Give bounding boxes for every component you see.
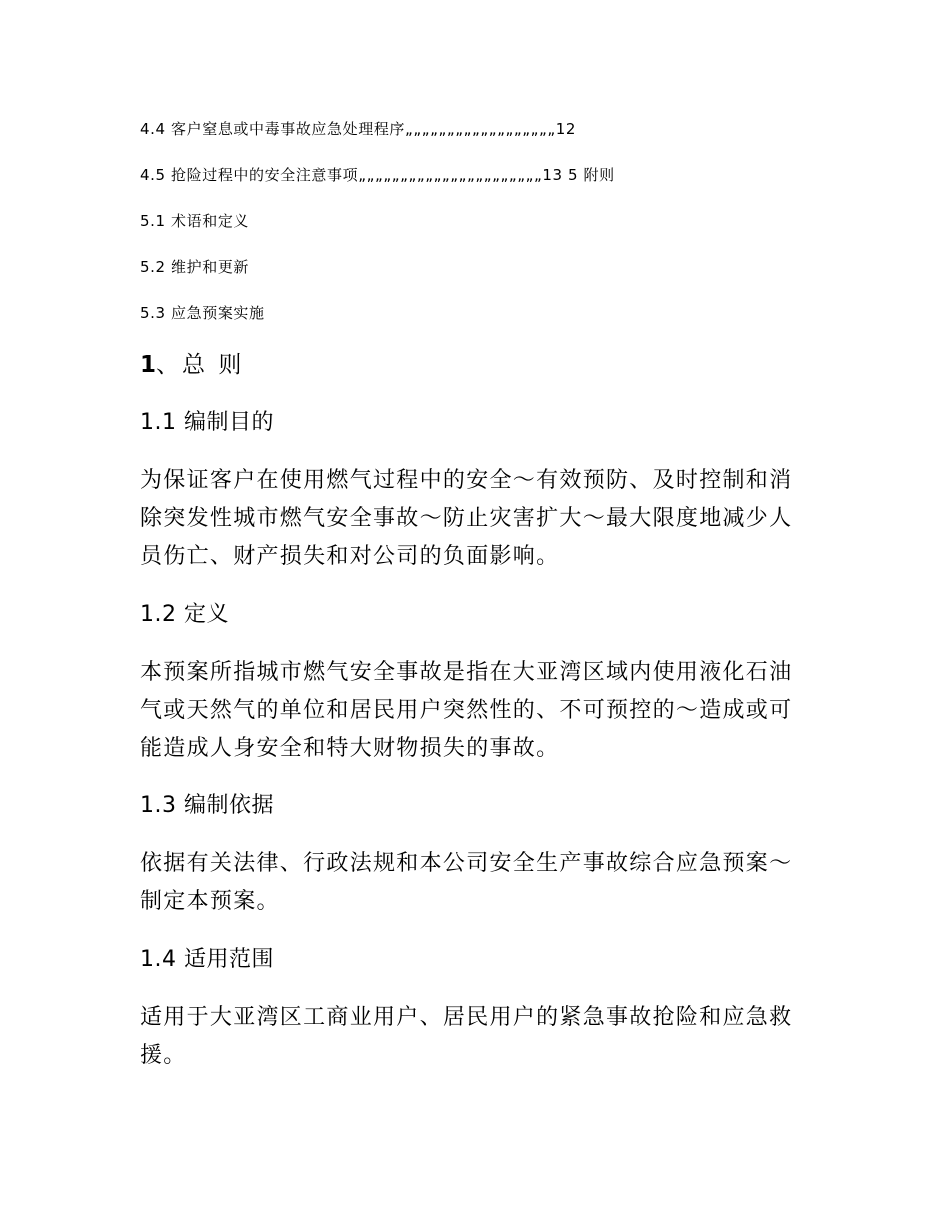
subsection-heading-1-3: 1.3 编制依据 [140,793,274,818]
toc-line-5-1: 5.1 术语和定义 [140,212,250,230]
toc-line-5-3: 5.3 应急预案实施 [140,304,265,322]
subsection-paragraph-1-4: 适用于大亚湾区工商业用户、居民用户的紧急事故抢险和应急救援。 [140,1005,793,1068]
section-title-text: 、总 则 [156,352,245,378]
subsection-paragraph-1-1: 为保证客户在使用燃气过程中的安全～有效预防、及时控制和消除突发性城市燃气安全事故～防止灾害扩大～最大限度地减少人员伤亡、财产损失和对公司的负面影响。 [140,468,793,569]
toc-line-4-5: 4.5 抢险过程中的安全注意事项„„„„„„„„„„„„„„„„„„„„„„13 5 附则 [140,166,615,184]
toc-line-5-2: 5.2 维护和更新 [140,258,250,276]
subsection-paragraph-1-2: 本预案所指城市燃气安全事故是指在大亚湾区域内使用液化石油气或天然气的单位和居民用户突然性的、不可预控的～造成或可能造成人身安全和特大财物损失的事故。 [140,660,793,761]
subsection-heading-1-1: 1.1 编制目的 [140,410,274,435]
subsection-heading-1-4: 1.4 适用范围 [140,947,274,972]
subsection-heading-1-2: 1.2 定义 [140,602,229,627]
subsection-paragraph-1-3: 依据有关法律、行政法规和本公司安全生产事故综合应急预案～制定本预案。 [140,851,793,914]
toc-line-4-4: 4.4 客户窒息或中毒事故应急处理程序„„„„„„„„„„„„„„„„„„12 [140,120,576,138]
section-number: 1 [140,352,157,378]
section-title [140,350,244,380]
